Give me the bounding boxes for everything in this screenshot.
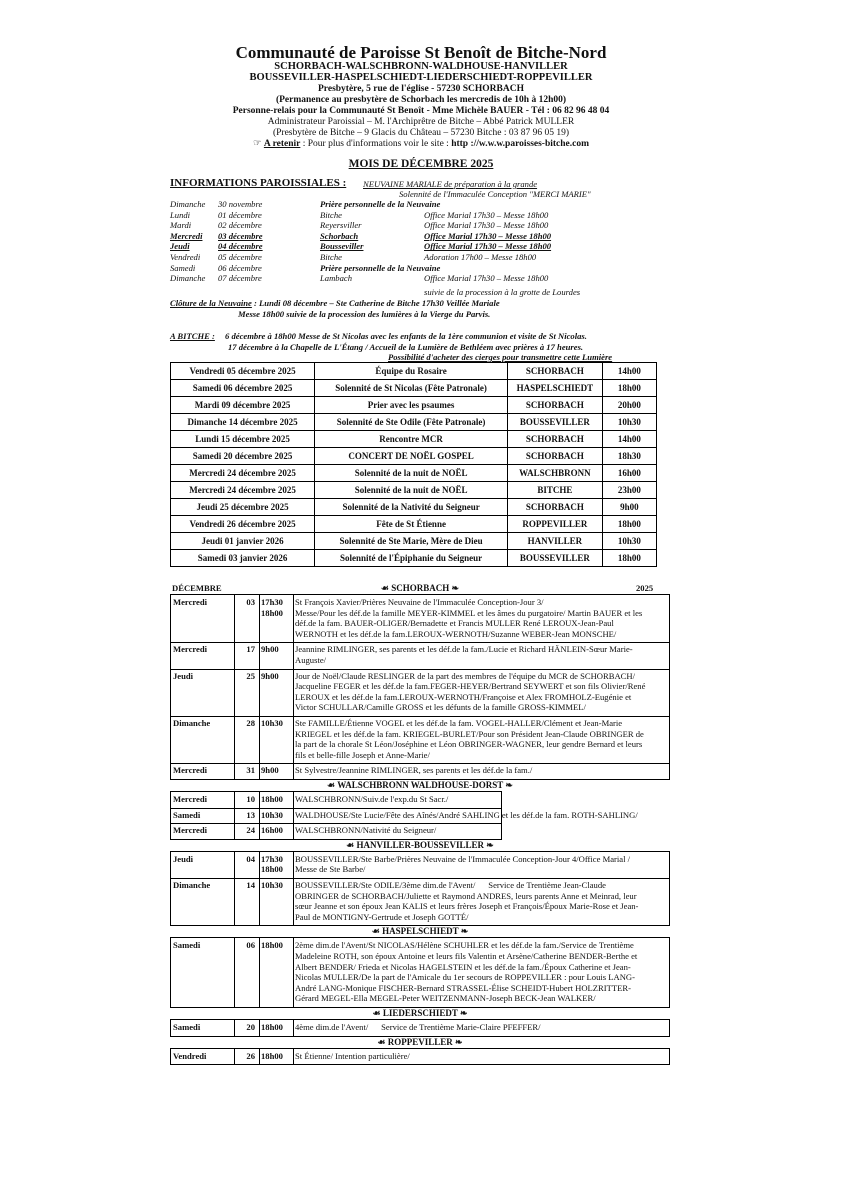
fleuron-icon: ☙	[346, 839, 357, 850]
mass-day: Dimanche	[173, 879, 211, 890]
mass-row	[171, 1049, 669, 1065]
section-hanviller	[170, 840, 670, 851]
section-haspelschiedt	[170, 926, 670, 937]
event-row	[171, 431, 657, 448]
schedule-place: Schorbach	[320, 230, 359, 241]
event-name: Solennité de Ste Odile (Fête Patronale)	[315, 414, 508, 431]
section-title: HANVILLER-BOUSSEVILLER	[356, 839, 485, 850]
schedule-day: Mercredi	[170, 230, 203, 241]
event-day: Mardi 09 décembre 2025	[171, 397, 315, 414]
event-time: 9h00	[602, 499, 656, 516]
fleuron-icon: ☙	[371, 926, 383, 937]
website-link[interactable]: http ://w.w.w.paroisses-bitche.com	[451, 139, 590, 149]
schedule-office: Office Marial 17h30 – Messe 18h00	[424, 220, 549, 231]
schedule-day: Jeudi	[170, 241, 190, 252]
event-place: HASPELSCHIEDT	[508, 380, 603, 397]
event-place: SCHORBACH	[508, 397, 603, 414]
event-place: BITCHE	[508, 482, 603, 499]
schedule-day: Lundi	[170, 209, 191, 220]
neuvaine-schedule	[170, 199, 624, 284]
cloture-text-2: Messe 18h00 suivie de la procession des lumières à la Vierge du Parvis.	[238, 309, 491, 319]
section-title: LIEDERSCHIEDT	[382, 1008, 458, 1018]
event-time: 18h00	[602, 380, 656, 397]
schedule-office: Adoration 17h00 – Messe 18h00	[424, 251, 537, 262]
event-day: Samedi 20 décembre 2025	[171, 448, 315, 465]
website-line	[0, 138, 842, 150]
mass-date: 13	[246, 809, 255, 820]
mass-time: 17h30 18h00	[261, 597, 283, 618]
mass-time: 9h00	[261, 644, 279, 655]
bitche-line-1	[170, 331, 587, 341]
schedule-row	[170, 252, 624, 263]
mass-date: 04	[246, 853, 255, 864]
event-place: BOUSSEVILLER	[508, 414, 603, 431]
event-row	[171, 499, 657, 516]
event-row	[171, 414, 657, 431]
event-day: Samedi 06 décembre 2025	[171, 380, 315, 397]
event-day: Samedi 03 janvier 2026	[171, 550, 315, 567]
event-row	[171, 482, 657, 499]
retenir-label: A retenir	[263, 139, 301, 149]
neuvaine-title	[363, 179, 537, 189]
event-day: Mercredi 24 décembre 2025	[171, 465, 315, 482]
event-row	[171, 363, 657, 380]
permanence-info: (Permanence au presbytère de Schorbach les mercredis de 10h à 12h00)	[275, 95, 567, 105]
schedule-row	[170, 273, 624, 284]
mass-day: Jeudi	[173, 853, 194, 864]
month-heading: MOIS DE DÉCEMBRE 2025	[348, 158, 494, 170]
mass-row	[171, 642, 669, 669]
event-place: WALSCHBRONN	[508, 465, 603, 482]
mass-row	[171, 852, 669, 879]
mass-intentions: WALDHOUSE/Ste Lucie/Fête des Aînés/André SAHLING et les déf.de la fam. ROTH-SAHLING/	[295, 809, 638, 820]
event-time: 23h00	[602, 482, 656, 499]
event-row	[171, 465, 657, 482]
event-name: Solennité de la Nativité du Seigneur	[315, 499, 508, 516]
bitche-text-2: 17 décembre à la Chapelle de L'Étang / Accueil de la Lumière de Bethléem avec prières à 17 heures.	[228, 342, 584, 352]
fleuron-icon: ❧	[458, 926, 469, 937]
mass-date: 31	[246, 765, 255, 776]
villages-line-1: SCHORBACH-WALSCHBRONN-WALDHOUSE-HANVILLER	[274, 61, 568, 72]
mass-time: 10h30	[261, 809, 283, 820]
event-name: Solennité de la nuit de NOËL	[315, 465, 508, 482]
mass-block-walschbronn	[170, 791, 638, 840]
mass-date: 17	[246, 644, 255, 655]
relay-contact: Personne-relais pour la Communauté St Benoît - Mme Michèle BAUER - Tél : 06 82 96 48 04	[232, 106, 610, 116]
mass-day: Dimanche	[173, 718, 211, 728]
section-title: HASPELSCHIEDT	[382, 926, 459, 937]
mass-date: 10	[246, 794, 255, 804]
event-place: SCHORBACH	[508, 448, 603, 465]
schedule-date: 07 décembre	[218, 273, 262, 284]
mass-time: 10h30	[261, 718, 283, 728]
mass-day: Samedi	[173, 1022, 201, 1032]
fleuron-icon: ❧	[449, 583, 460, 593]
mass-intentions: St François Xavier/Prières Neuvaine de l'Immaculée Conception-Jour 3/ Messe/Pour les déf.de la famille MEYER-KIMMEL et les âmes du purgatoire/ Martin BAUER et les déf.de la fam. BAUER-OLIGER/Bernadette et Francis MULLER René LEROUX-Jean-Paul WERNOTH et les déf.de la fam.LEROUX-WERNOTH/Suzanne WEBER-Jean MONSCHE/	[295, 597, 643, 639]
schedule-day: Mardi	[170, 220, 192, 231]
mass-day: Jeudi	[173, 670, 194, 681]
mass-time: 9h00	[261, 765, 279, 776]
mass-intentions: St Sylvestre/Jeannine RIMLINGER, ses parents et les déf.de la fam./	[295, 765, 533, 776]
mass-row	[171, 1020, 669, 1036]
event-row	[171, 516, 657, 533]
section-title: WALSCHBRONN WALDHOUSE-DORST	[337, 780, 504, 790]
mass-intentions: Jour de Noël/Claude RESLINGER de la part des membres de l'équipe du MCR de SCHORBACH/ Jacqueline FEGER et les déf.de la fam.FEGER-HEYER/Bertrand SEYWERT et son fils Olivier/René LEROUX et les déf.de la fam.LEROUX-WERNOTH/Françoise et Alex FROMHOLZ-Eugénie et Victor SCHULLAR/Camille GROSS et les défunts de la famille GROSS-KIMMEL/	[295, 670, 646, 713]
event-row	[171, 448, 657, 465]
solennite-text: Solennité de l'Immaculée Conception "MERCI MARIE"	[399, 189, 591, 199]
mass-block-hanviller	[170, 851, 670, 927]
masses-year-label: 2025	[636, 583, 654, 593]
mass-intentions: WALSCHBRONN/Suiv.de l'exp.du St Sacr./	[295, 794, 449, 804]
mass-date: 03	[246, 597, 255, 607]
schedule-office: Office Marial 17h30 – Messe 18h00	[424, 230, 552, 241]
schedule-day: Dimanche	[170, 273, 206, 284]
event-time: 18h00	[602, 550, 656, 567]
mass-date: 24	[246, 825, 255, 836]
event-name: Solennité de Ste Marie, Mère de Dieu	[315, 533, 508, 550]
mass-row	[171, 595, 669, 643]
event-row	[171, 380, 657, 397]
schedule-place: Prière personnelle de la Neuvaine	[320, 262, 441, 273]
mass-day: Mercredi	[173, 825, 208, 836]
event-day: Lundi 15 décembre 2025	[171, 431, 315, 448]
schedule-row	[170, 241, 624, 252]
schedule-date: 02 décembre	[218, 220, 262, 231]
event-place: ROPPEVILLER	[508, 516, 603, 533]
event-time: 10h30	[602, 533, 656, 550]
schedule-row	[170, 220, 624, 231]
event-name: CONCERT DE NOËL GOSPEL	[315, 448, 508, 465]
schedule-date: 04 décembre	[218, 241, 263, 252]
mass-row	[171, 938, 669, 1007]
event-place: HANVILLER	[508, 533, 603, 550]
mass-date: 06	[246, 940, 255, 951]
fleuron-icon: ☙	[372, 1008, 383, 1018]
mass-row	[171, 808, 638, 825]
section-title: SCHORBACH	[391, 583, 450, 593]
mass-row	[171, 669, 669, 717]
event-day: Vendredi 05 décembre 2025	[171, 363, 315, 380]
mass-time: 16h00	[261, 825, 283, 836]
mass-block-haspelschiedt	[170, 937, 670, 1008]
events-table	[170, 362, 657, 567]
schedule-office: Office Marial 17h30 – Messe 18h00	[424, 241, 552, 252]
presbytery-address: Presbytère, 5 rue de l'église - 57230 SCHORBACH	[318, 84, 524, 94]
event-row	[171, 533, 657, 550]
masses-month-label: DÉCEMBRE	[172, 583, 222, 593]
schedule-office: Office Marial 17h30 – Messe 18h00	[424, 209, 549, 220]
schedule-row	[170, 199, 624, 210]
event-time: 14h00	[602, 363, 656, 380]
mass-intentions: Ste FAMILLE/Étienne VOGEL et les déf.de la fam. VOGEL-HALLER/Clément et Jean-Marie KRIEGEL et les déf.de la fam. KRIEGEL-BURLET/Pour son Président Jean-Claude OBRINGER de la part de la chorale St Léon/Joséphine et Léon OBRINGER-WAGNER, leur gendre Bernard et leurs fils et belle-fille Joseph et Anne-Marie/	[295, 718, 644, 760]
fleuron-icon: ❧	[457, 1008, 468, 1018]
event-time: 10h30	[602, 414, 656, 431]
section-schorbach	[170, 583, 670, 594]
mass-row	[171, 792, 501, 809]
event-name: Solennité de St Nicolas (Fête Patronale)	[315, 380, 508, 397]
event-row	[171, 397, 657, 414]
schedule-date: 03 décembre	[218, 230, 263, 241]
fleuron-icon: ☙	[380, 583, 392, 593]
mass-date: 14	[246, 879, 255, 890]
event-place: SCHORBACH	[508, 499, 603, 516]
schedule-row	[170, 210, 624, 221]
event-time: 18h30	[602, 448, 656, 465]
event-time: 16h00	[602, 465, 656, 482]
mass-row	[171, 763, 669, 779]
section-title: ROPPEVILLER	[387, 1036, 453, 1047]
mass-intentions: BOUSSEVILLER/Ste ODILE/3ème dim.de l'Avent/ Service de Trentième Jean-Claude OBRINGER de SCHORBACH/Juliette et Raymond ANDRES, leurs parents Anne et Meinrad, leur sœur Jeanne et son époux Jean KALIS et leurs frères Joseph et François/Époux Marie-Rose et Jean- Paul de MONTIGNY-Gertrude et Joseph GOTTÉ/	[295, 879, 639, 922]
schedule-day: Dimanche	[170, 199, 206, 209]
administrator: Administrateur Paroissial – M. l'Archiprêtre de Bitche – Abbé Patrick MULLER	[267, 117, 575, 127]
mass-date: 20	[246, 1022, 255, 1032]
schedule-date: 05 décembre	[218, 251, 262, 262]
info-label: INFORMATIONS PAROISSIALES :	[170, 177, 347, 189]
mass-time: 18h00	[261, 940, 283, 951]
neuvaine-text: NEUVAINE MARIALE de préparation à la grande	[363, 179, 538, 189]
retenir-text: : Pour plus d'informations voir le site :	[302, 139, 449, 149]
event-place: SCHORBACH	[508, 363, 603, 380]
cloture-line	[170, 298, 500, 308]
schedule-date: 06 décembre	[218, 262, 262, 273]
fleuron-icon: ☙	[377, 1036, 388, 1047]
event-name: Prier avec les psaumes	[315, 397, 508, 414]
parish-title: Communauté de Paroisse St Benoît de Bitche-Nord	[235, 43, 607, 62]
event-name: Solennité de l'Épiphanie du Seigneur	[315, 550, 508, 567]
mass-intentions: WALSCHBRONN/Nativité du Seigneur/	[295, 825, 437, 836]
schedule-date: 01 décembre	[218, 209, 262, 220]
mass-time: 18h00	[261, 794, 283, 804]
mass-intentions: 4ème dim.de l'Avent/ Service de Trentième Marie-Claire PFEFFER/	[295, 1022, 541, 1032]
schedule-day: Vendredi	[170, 251, 201, 262]
schedule-date: 30 novembre	[218, 199, 263, 209]
section-liederschiedt	[170, 1008, 670, 1019]
schedule-place: Bitche	[320, 209, 342, 220]
mass-time: 17h30 18h00	[261, 853, 283, 875]
event-day: Dimanche 14 décembre 2025	[171, 414, 315, 431]
event-place: SCHORBACH	[508, 431, 603, 448]
mass-day: Mercredi	[173, 644, 208, 655]
mass-block-schorbach	[170, 594, 670, 780]
event-name: Solennité de la nuit de NOËL	[315, 482, 508, 499]
mass-day: Mercredi	[173, 597, 208, 607]
mass-row	[171, 823, 501, 839]
section-roppeviller	[170, 1037, 670, 1048]
fleuron-icon: ❧	[503, 780, 513, 790]
event-day: Jeudi 01 janvier 2026	[171, 533, 315, 550]
schedule-place: Bousseviller	[320, 241, 364, 252]
mass-day: Mercredi	[173, 765, 208, 776]
bitche-text-1: 6 décembre à 18h00 Messe de St Nicolas avec les enfants de la 1ère communion et visite de St Nicolas.	[225, 331, 587, 341]
schedule-row	[170, 263, 624, 274]
hand-pointer-icon: ☞	[252, 139, 262, 149]
bitche-label: A BITCHE :	[170, 331, 215, 341]
mass-block-roppeviller	[170, 1048, 670, 1066]
mass-date: 25	[246, 670, 255, 681]
section-walschbronn	[170, 780, 670, 791]
mass-intentions: BOUSSEVILLER/Ste Barbe/Prières Neuvaine de l'Immaculée Conception-Jour 4/Office Marial / Messe de Ste Barbe/	[295, 853, 631, 875]
event-day: Mercredi 24 décembre 2025	[171, 482, 315, 499]
event-name: Fête de St Étienne	[315, 516, 508, 533]
mass-block-liederschiedt	[170, 1019, 670, 1037]
mass-row	[171, 878, 669, 925]
mass-time: 9h00	[261, 670, 279, 681]
mass-intentions: St Étienne/ Intention particulière/	[295, 1050, 410, 1061]
bitche-presbytery: (Presbytère de Bitche – 9 Glacis du Château – 57230 Bitche : 03 87 96 05 19)	[272, 128, 570, 138]
lambach-procession: suivie de la procession à la grotte de Lourdes	[424, 287, 581, 297]
mass-time: 18h00	[261, 1050, 283, 1061]
schedule-place: Bitche	[320, 251, 342, 262]
mass-day: Mercredi	[173, 794, 208, 804]
mass-date: 26	[246, 1050, 255, 1061]
fleuron-icon: ☙	[327, 780, 338, 790]
event-day: Jeudi 25 décembre 2025	[171, 499, 315, 516]
event-name: Rencontre MCR	[315, 431, 508, 448]
mass-intentions: 2ème dim.de l'Avent/St NICOLAS/Hélène SCHUHLER et les déf.de la fam./Service de Trentième Madeleine ROTH, son époux Antoine et leurs fils Valentin et Arsène/Catherine BENDER-Berthe et Albert BENDER/ Frieda et Nicolas HAGELSTEIN et les déf.de la fam./Époux Catherine et Jean- Nicolas MULLER/De la part de l'Amicale du 1er secours de ROPPEVILLER : pour Louis LANG- André LANG-Monique FISCHER-Bernard STRASSEL-Élise SCHEIDT-Hubert HOLZRITTER- Gérard MEGEL-Ella MEGEL-Peter WEITZENMANN-Joseph BECK-Jean WALKER/	[295, 940, 638, 1004]
mass-intentions: Jeannine RIMLINGER, ses parents et les déf.de la fam./Lucie et Richard HÄNLEIN-Sœur Marie- Auguste/	[295, 644, 633, 665]
event-name: Équipe du Rosaire	[315, 363, 508, 380]
cloture-label: Clôture de la Neuvaine	[170, 298, 252, 308]
mass-time: 10h30	[261, 879, 283, 890]
villages-line-2: BOUSSEVILLER-HASPELSCHIEDT-LIEDERSCHIEDT-ROPPEVILLER	[249, 72, 593, 83]
bitche-text-3: Possibilité d'acheter des cierges pour transmettre cette Lumière	[388, 352, 613, 362]
fleuron-icon: ❧	[484, 839, 494, 850]
event-time: 20h00	[602, 397, 656, 414]
schedule-place: Prière personnelle de la Neuvaine	[320, 199, 441, 209]
event-time: 18h00	[602, 516, 656, 533]
mass-day: Vendredi	[173, 1050, 207, 1061]
event-place: BOUSSEVILLER	[508, 550, 603, 567]
schedule-place: Lambach	[320, 273, 352, 284]
mass-time: 18h00	[261, 1022, 283, 1032]
fleuron-icon: ❧	[452, 1036, 463, 1047]
schedule-day: Samedi	[170, 262, 196, 273]
mass-day: Samedi	[173, 940, 201, 951]
event-time: 14h00	[602, 431, 656, 448]
event-day: Vendredi 26 décembre 2025	[171, 516, 315, 533]
cloture-text: : Lundi 08 décembre – Ste Catherine de Bitche 17h30 Veillée Mariale	[254, 298, 500, 308]
mass-day: Samedi	[173, 809, 201, 820]
schedule-office: Office Marial 17h30 – Messe 18h00	[424, 273, 549, 284]
event-row	[171, 550, 657, 567]
mass-row	[171, 716, 669, 764]
mass-date: 28	[246, 718, 255, 728]
schedule-place: Reyersviller	[320, 220, 362, 231]
schedule-row	[170, 231, 624, 242]
